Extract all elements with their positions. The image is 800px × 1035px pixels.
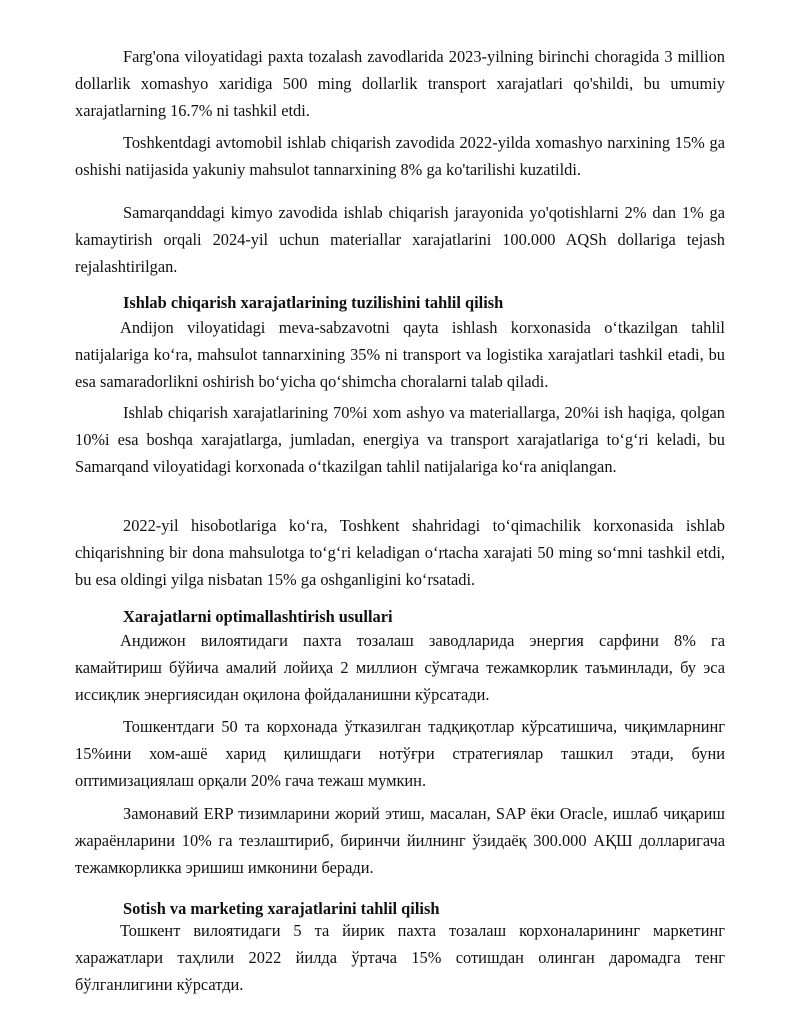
section-heading-sales-marketing: Sotish va marketing xarajatlarini tahlil qilish bbox=[123, 899, 440, 918]
paragraph-andijan-energy: Андижон вилоятидаги пахта тозалаш заводларида энергия сарфини 8% га камайтириш бўйича амалий лойиҳа 2 миллион сўмгача тежамкорлик таъминлади, бу эса иссиқлик энергиясидан оқилона фойдаланишни кўрсатади. bbox=[75, 631, 725, 705]
paragraph-tashkent-research: Тошкентдаги 50 та корхонада ўтказилган тадқиқотлар кўрсатишича, чиқимларнинг 15%ини хом-ашё харид қилишдаги нотўғри стратегиялар ташкил этади, буни оптимизациялаш орқали 20% гача тежаш мумкин. bbox=[75, 717, 725, 791]
paragraph-andijan-processing: Andijon viloyatidagi meva-sabzavotni qayta ishlash korxonasida oʻtkazilgan tahlil natijalariga koʻra, mahsulot tannarxining 35% ni transport va logistika xarajatlari tashkil etadi, bu esa samaradorlikni oshirish boʻyicha qoʻshimcha choralarni talab qiladi. bbox=[75, 318, 725, 392]
paragraph-fargona-cotton: Farg'ona viloyatidagi paxta tozalash zavodlarida 2023-yilning birinchi choragida 3 million dollarlik xomashyo xaridiga 500 ming dollarlik transport xarajatlari qo'shildi, bu umumiy xarajatlarning 16.7% ni tashkil etdi. bbox=[75, 47, 725, 121]
paragraph-marketing-costs: Тошкент вилоятидаги 5 та йирик пахта тозалаш корхоналарининг маркетинг харажатлари таҳлили 2022 йилда ўртача 15% сотишдан олинган даромадга тенг бўлганлигини кўрсатди. bbox=[75, 921, 725, 995]
paragraph-cost-structure: Ishlab chiqarish xarajatlarining 70%i xom ashyo va materiallarga, 20%i ish haqiga, qolgan 10%i esa boshqa xarajatlarga, jumladan, energiya va transport xarajatlariga toʻgʻri keladi, bu Samarqand viloyatidagi korxonada oʻtkazilgan tahlil natijalariga koʻra aniqlangan. bbox=[75, 403, 725, 477]
paragraph-erp-systems: Замонавий ERP тизимларини жорий этиш, масалан, SAP ёки Oracle, ишлаб чиқариш жараёнларини 10% га тезлаштириб, биринчи йилнинг ўзидаёқ 300.000 АҚШ долларигача тежамкорликка эришиш имконини беради. bbox=[75, 804, 725, 878]
paragraph-samarkand-chemical: Samarqanddagi kimyo zavodida ishlab chiqarish jarayonida yo'qotishlarni 2% dan 1% ga kamaytirish orqali 2024-yil uchun materiallar xarajatlarini 100.000 AQSh dollariga tejash rejalashtirilgan. bbox=[75, 203, 725, 277]
paragraph-tashkent-auto: Toshkentdagi avtomobil ishlab chiqarish zavodida 2022-yilda xomashyo narxining 15% ga oshishi natijasida yakuniy mahsulot tannarxining 8% ga ko'tarilishi kuzatildi. bbox=[75, 133, 725, 180]
section-heading-production-costs: Ishlab chiqarish xarajatlarining tuzilishini tahlil qilish bbox=[123, 293, 504, 312]
paragraph-textile-report: 2022-yil hisobotlariga koʻra, Toshkent shahridagi toʻqimachilik korxonasida ishlab chiqarishning bir dona mahsulotga toʻgʻri keladigan oʻrtacha xarajati 50 ming soʻmni tashkil etdi, bu esa oldingi yilga nisbatan 15% ga oshganligini koʻrsatadi. bbox=[75, 516, 725, 590]
section-heading-optimization: Xarajatlarni optimallashtirish usullari bbox=[123, 607, 393, 626]
